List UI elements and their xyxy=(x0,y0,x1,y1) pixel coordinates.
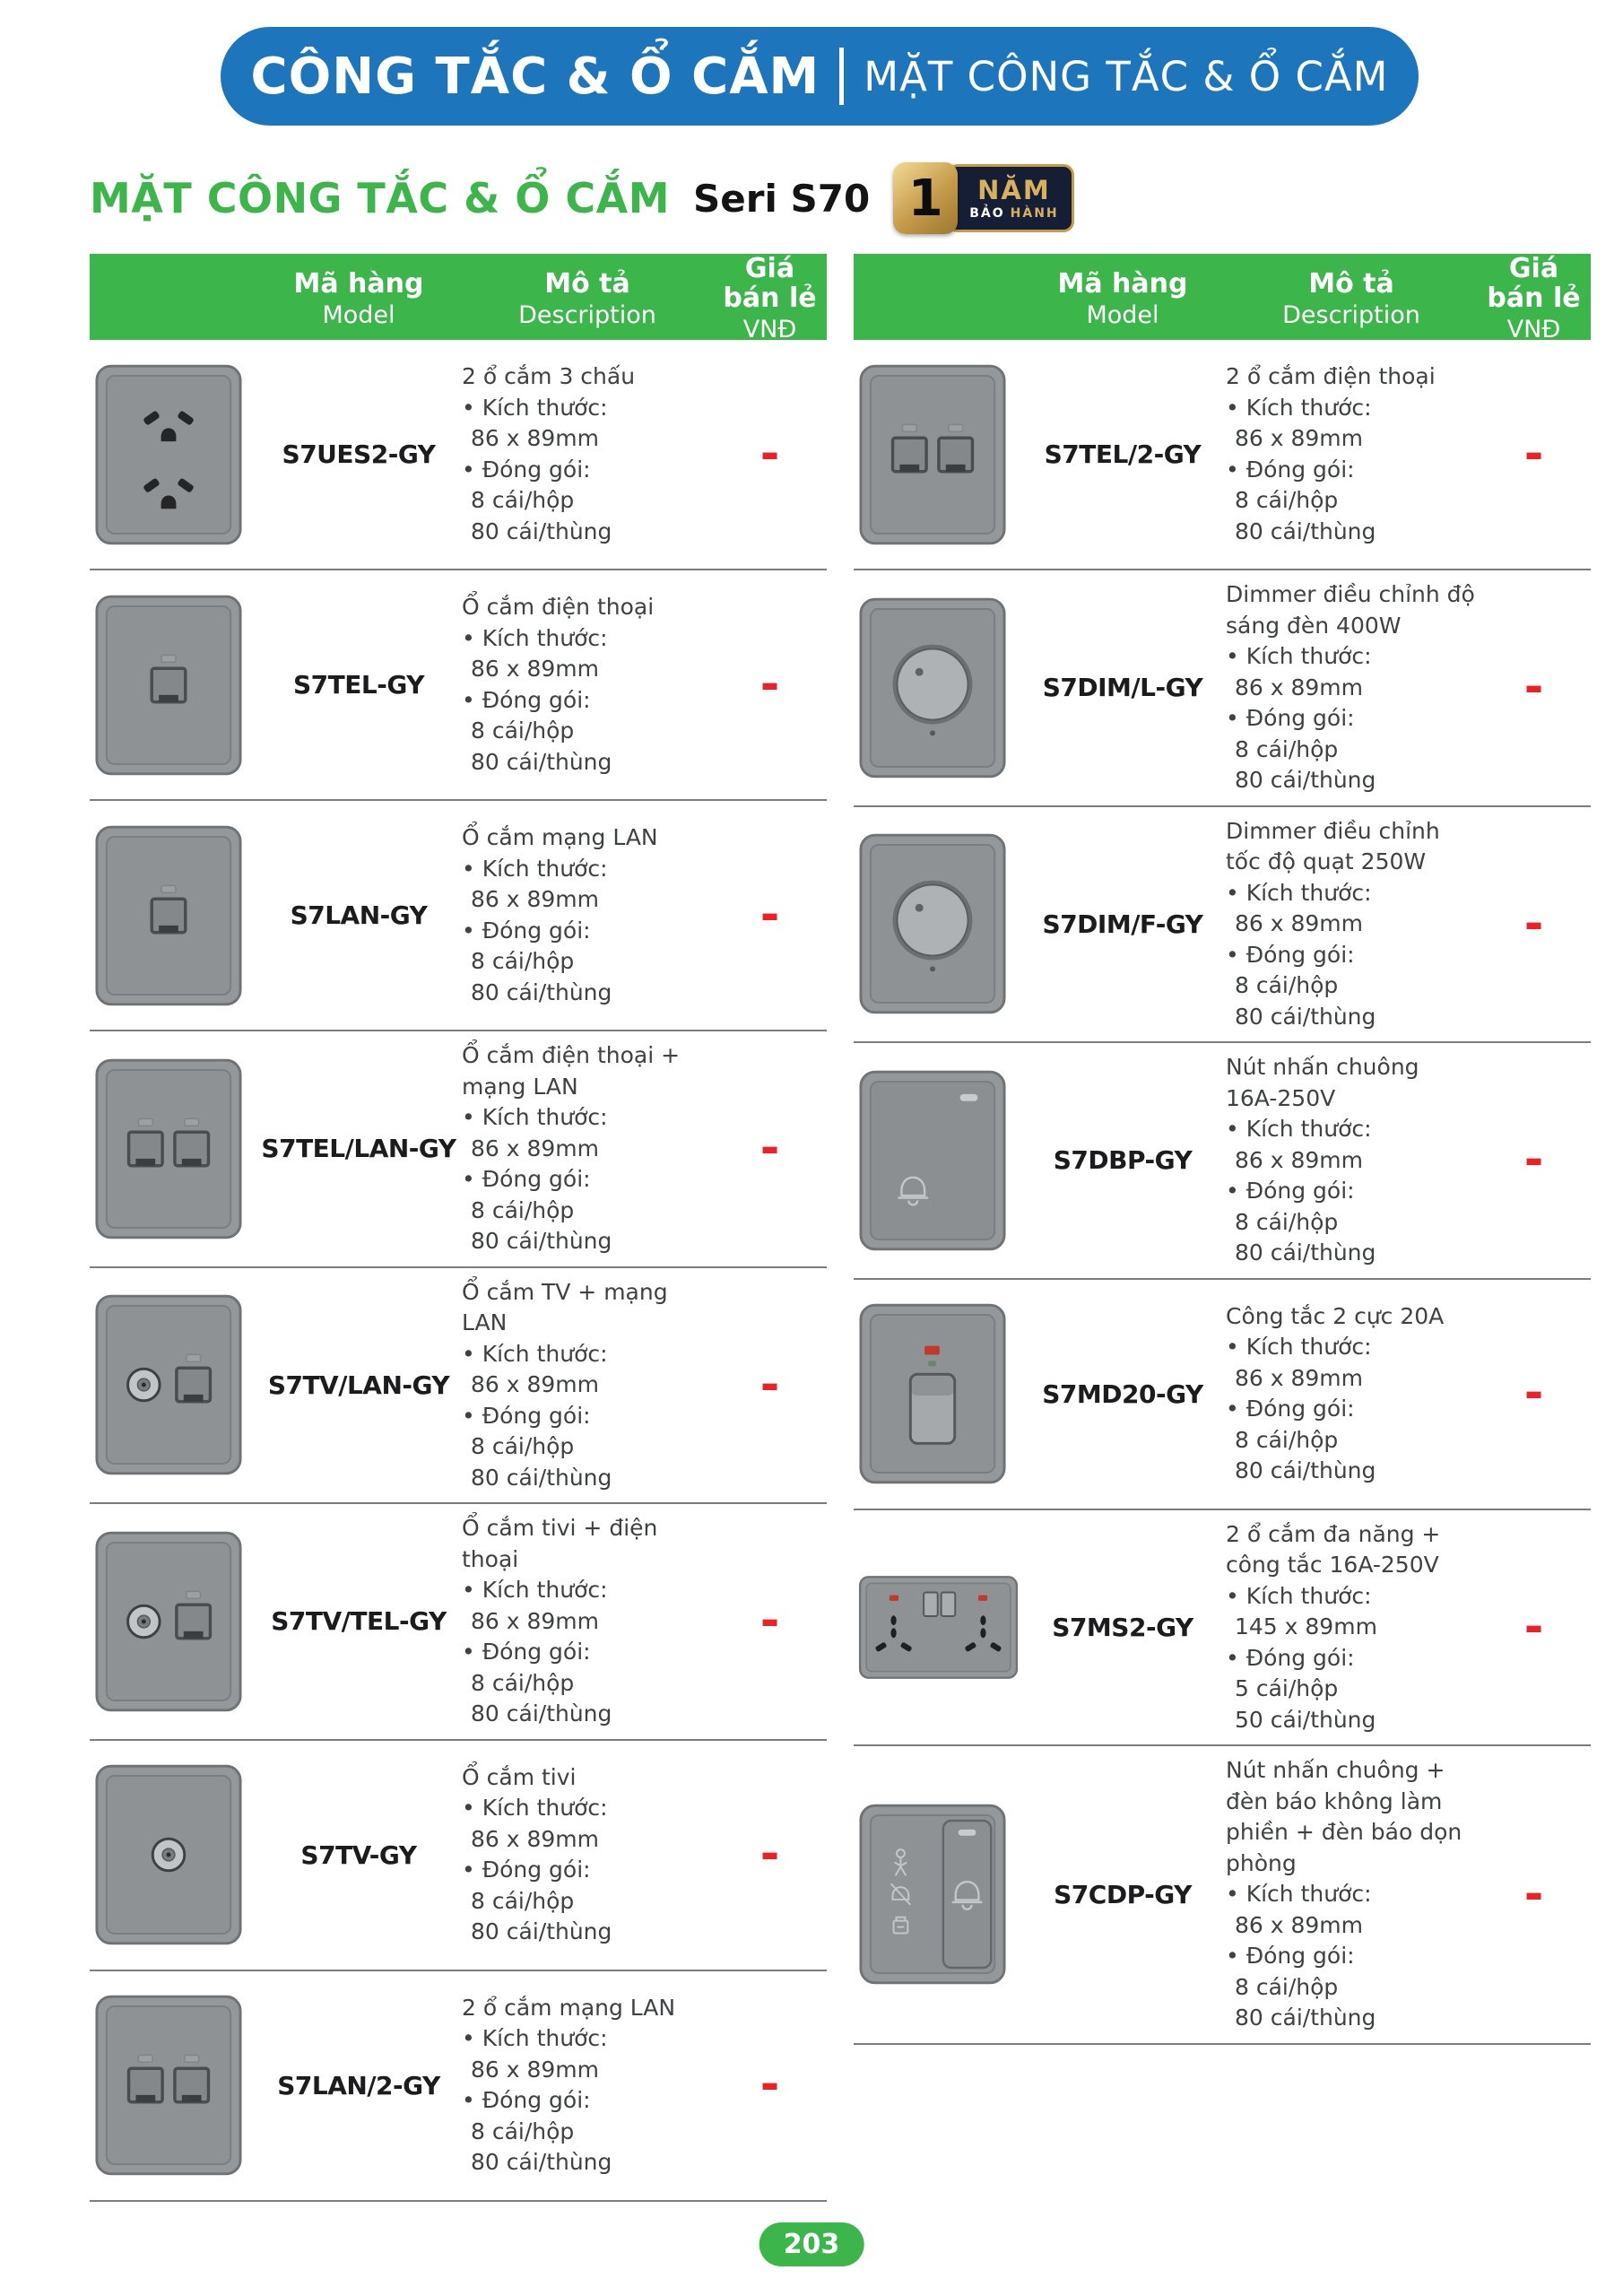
banner-title: CÔNG TẮC & Ổ CẮM xyxy=(250,47,820,106)
product-description xyxy=(462,1040,713,1257)
product-name: 2 ổ cắm mạng LAN xyxy=(462,1994,676,2021)
size-value: 86 x 89mm xyxy=(1235,674,1364,700)
product-model: S7DBP-GY xyxy=(1053,1145,1193,1176)
warranty-box xyxy=(947,164,1073,232)
product-row xyxy=(854,570,1591,807)
packing-value: 8 cái/hộp xyxy=(1235,735,1339,762)
packing-value: 8 cái/hộp xyxy=(471,1887,575,1914)
section-title: MẶT CÔNG TẮC & Ổ CẮM xyxy=(90,174,671,222)
packing-label: • Đóng gói: xyxy=(1226,1394,1477,1425)
size-label: • Kích thước: xyxy=(462,1102,713,1134)
product-row xyxy=(854,807,1591,1044)
series-label: Seri S70 xyxy=(693,176,871,221)
header-model: Mã hàng Model xyxy=(1057,267,1188,329)
size-label: • Kích thước: xyxy=(1226,1114,1477,1145)
packing-value: 8 cái/hộp xyxy=(471,718,575,744)
table-body-right xyxy=(854,340,1591,2045)
product-model: S7LAN-GY xyxy=(290,900,428,930)
packing-value: 80 cái/thùng xyxy=(471,748,612,775)
packing-value: 8 cái/hộp xyxy=(1235,1973,1339,2000)
packing-label: • Đóng gói: xyxy=(462,1401,713,1432)
packing-value: 80 cái/thùng xyxy=(471,1918,612,1944)
product-price: - xyxy=(759,1827,780,1882)
product-row xyxy=(90,1031,827,1268)
packing-value: 8 cái/hộp xyxy=(471,1669,575,1696)
product-name: Ổ cắm mạng LAN xyxy=(462,824,658,850)
size-value: 86 x 89mm xyxy=(471,425,600,451)
packing-value: 80 cái/thùng xyxy=(1235,1003,1376,1030)
packing-value: 8 cái/hộp xyxy=(1235,972,1339,998)
table-header xyxy=(854,253,1591,344)
dimmer-knob-image xyxy=(854,596,1020,780)
packing-value: 80 cái/thùng xyxy=(471,978,612,1005)
header-model: Mã hàng Model xyxy=(293,267,424,329)
product-description xyxy=(462,592,713,778)
size-label: • Kích thước: xyxy=(1226,878,1477,909)
doorbell-dial-image xyxy=(854,831,1020,1016)
product-name: Ổ cắm tivi xyxy=(462,1763,577,1790)
product-row xyxy=(854,340,1591,570)
product-row xyxy=(854,1510,1591,1747)
packing-label: • Đóng gói: xyxy=(462,455,713,486)
product-price: - xyxy=(1523,1599,1544,1654)
size-value: 86 x 89mm xyxy=(1235,910,1364,936)
header-price: Giá bán lẻ VNĐ xyxy=(723,253,817,344)
product-name: Ổ cắm TV + mạng LAN xyxy=(462,1278,668,1335)
packing-value: 80 cái/thùng xyxy=(1235,1457,1376,1483)
product-name: Dimmer điều chỉnh độ sáng đèn 400W xyxy=(1226,581,1475,639)
packing-label: • Đóng gói: xyxy=(1226,1176,1477,1207)
product-price: - xyxy=(759,1594,780,1648)
header-banner xyxy=(221,27,1419,126)
product-row xyxy=(854,1746,1591,2045)
size-label: • Kích thước: xyxy=(462,623,713,655)
product-row xyxy=(854,1280,1591,1510)
packing-value: 50 cái/thùng xyxy=(1235,1706,1376,1733)
size-value: 86 x 89mm xyxy=(471,1825,600,1852)
product-description xyxy=(1226,1052,1477,1269)
jack-single-image xyxy=(90,593,256,778)
product-model: S7TEL/2-GY xyxy=(1044,439,1202,469)
product-name: Ổ cắm tivi + điện thoại xyxy=(462,1515,658,1572)
packing-value: 80 cái/thùng xyxy=(471,2149,612,2175)
product-description xyxy=(1226,816,1477,1033)
product-description xyxy=(462,361,713,547)
warranty-label: BẢO HÀNH xyxy=(969,205,1059,221)
product-description xyxy=(462,822,713,1008)
size-label: • Kích thước: xyxy=(462,393,713,424)
packing-value: 8 cái/hộp xyxy=(471,1196,575,1223)
product-description xyxy=(1226,1755,1477,2034)
product-row xyxy=(854,1043,1591,1280)
chime-dnd-panel-image xyxy=(854,1802,1020,1987)
switch-20a-led-image xyxy=(854,1301,1020,1486)
product-description xyxy=(462,1277,713,1494)
header-description: Mô tả Description xyxy=(1282,267,1420,329)
product-row xyxy=(90,1741,827,1971)
product-model: S7TV/TEL-GY xyxy=(271,1606,447,1637)
product-price: - xyxy=(759,1121,780,1176)
product-description xyxy=(1226,1519,1477,1736)
tv-and-jack-image xyxy=(90,1529,256,1714)
table-body-left xyxy=(90,340,827,2202)
product-model: S7TV/LAN-GY xyxy=(267,1370,450,1400)
product-row xyxy=(90,340,827,570)
packing-value: 80 cái/thùng xyxy=(471,1464,612,1491)
product-price: - xyxy=(759,887,780,942)
packing-value: 80 cái/thùng xyxy=(1235,767,1376,793)
jack-single-image xyxy=(90,823,256,1008)
packing-value: 8 cái/hộp xyxy=(471,1433,575,1459)
product-price: - xyxy=(759,1357,780,1412)
packing-value: 80 cái/thùng xyxy=(471,1700,612,1726)
product-name: 2 ổ cắm điện thoại xyxy=(1226,363,1436,389)
product-name: Ổ cắm điện thoại xyxy=(462,594,655,620)
size-label: • Kích thước: xyxy=(1226,1581,1477,1613)
product-description xyxy=(1226,1301,1477,1487)
product-description xyxy=(1226,579,1477,796)
packing-value: 80 cái/thùng xyxy=(1235,2005,1376,2031)
product-name: Nút nhấn chuông 16A-250V xyxy=(1226,1054,1419,1111)
size-value: 86 x 89mm xyxy=(471,1371,600,1397)
product-model: S7MS2-GY xyxy=(1052,1612,1193,1642)
product-description xyxy=(462,1513,713,1730)
product-name: Nút nhấn chuông + đèn báo không làm phiền + đèn báo dọn phòng xyxy=(1226,1757,1462,1876)
socket-2gang-3pin-image xyxy=(90,362,256,547)
packing-value: 80 cái/thùng xyxy=(1235,1239,1376,1265)
size-value: 86 x 89mm xyxy=(1235,1364,1364,1391)
packing-value: 80 cái/thùng xyxy=(471,1228,612,1254)
warranty-unit: NĂM xyxy=(977,174,1051,205)
product-description xyxy=(1226,361,1477,547)
product-price: - xyxy=(1523,1133,1544,1187)
size-value: 86 x 89mm xyxy=(471,886,600,912)
size-value: 86 x 89mm xyxy=(1235,425,1364,451)
banner-subtitle: MẶT CÔNG TẮC & Ổ CẮM xyxy=(864,52,1389,100)
product-price: - xyxy=(1523,660,1544,715)
packing-value: 8 cái/hộp xyxy=(471,948,575,974)
size-label: • Kích thước: xyxy=(1226,1879,1477,1910)
packing-label: • Đóng gói: xyxy=(462,1164,713,1196)
header-description: Mô tả Description xyxy=(518,267,656,329)
size-label: • Kích thước: xyxy=(462,2023,713,2055)
product-description xyxy=(462,1762,713,1948)
packing-label: • Đóng gói: xyxy=(462,685,713,717)
product-row xyxy=(90,1971,827,2202)
packing-label: • Đóng gói: xyxy=(462,916,713,947)
packing-label: • Đóng gói: xyxy=(1226,940,1477,971)
product-description xyxy=(462,1993,713,2179)
jack-double-image xyxy=(90,1993,256,2178)
size-value: 145 x 89mm xyxy=(1235,1613,1377,1639)
section-header xyxy=(90,158,1074,239)
tv-single-image xyxy=(90,1762,256,1947)
packing-value: 80 cái/thùng xyxy=(471,517,612,544)
product-table-right xyxy=(854,254,1591,2045)
packing-label: • Đóng gói: xyxy=(462,2085,713,2117)
size-value: 86 x 89mm xyxy=(1235,1911,1364,1938)
product-price: - xyxy=(1523,896,1544,951)
product-row xyxy=(90,1268,827,1505)
jack-double-image xyxy=(854,362,1020,547)
product-model: S7CDP-GY xyxy=(1054,1879,1192,1909)
product-price: - xyxy=(759,2057,780,2112)
packing-value: 8 cái/hộp xyxy=(1235,1208,1339,1235)
packing-value: 5 cái/hộp xyxy=(1235,1675,1339,1701)
table-header xyxy=(90,253,827,344)
packing-label: • Đóng gói: xyxy=(1226,703,1477,735)
size-label: • Kích thước: xyxy=(1226,393,1477,424)
product-row xyxy=(90,1504,827,1741)
size-value: 86 x 89mm xyxy=(1235,1146,1364,1173)
packing-value: 8 cái/hộp xyxy=(1235,487,1339,513)
size-value: 86 x 89mm xyxy=(471,1607,600,1634)
size-label: • Kích thước: xyxy=(462,1793,713,1824)
product-model: S7DIM/L-GY xyxy=(1042,673,1203,703)
product-model: S7TV-GY xyxy=(300,1839,417,1870)
size-value: 86 x 89mm xyxy=(471,1135,600,1161)
packing-value: 8 cái/hộp xyxy=(471,2118,575,2144)
product-name: 2 ổ cắm 3 chấu xyxy=(462,363,636,389)
packing-value: 8 cái/hộp xyxy=(1235,1426,1339,1453)
packing-label: • Đóng gói: xyxy=(1226,1941,1477,1972)
product-name: Ổ cắm điện thoại + mạng LAN xyxy=(462,1042,681,1100)
size-label: • Kích thước: xyxy=(1226,641,1477,673)
product-name: Dimmer điều chỉnh tốc độ quạt 250W xyxy=(1226,817,1440,874)
banner-divider xyxy=(839,48,844,105)
product-model: S7LAN/2-GY xyxy=(277,2070,440,2100)
size-label: • Kích thước: xyxy=(1226,1332,1477,1363)
size-label: • Kích thước: xyxy=(462,1575,713,1606)
product-row xyxy=(90,570,827,801)
warranty-years: 1 xyxy=(893,162,958,234)
packing-label: • Đóng gói: xyxy=(1226,1643,1477,1674)
product-row xyxy=(90,801,827,1031)
packing-value: 8 cái/hộp xyxy=(471,487,575,513)
doorbell-button-image xyxy=(854,1068,1020,1253)
product-name: 2 ổ cắm đa năng + công tắc 16A-250V xyxy=(1226,1520,1441,1578)
multisocket-wide-image xyxy=(854,1564,1020,1691)
size-label: • Kích thước: xyxy=(462,1339,713,1370)
product-price: - xyxy=(1523,1366,1544,1421)
tv-and-jack-image xyxy=(90,1292,256,1477)
packing-label: • Đóng gói: xyxy=(462,1637,713,1668)
product-price: - xyxy=(1523,426,1544,481)
packing-label: • Đóng gói: xyxy=(1226,455,1477,486)
packing-value: 80 cái/thùng xyxy=(1235,517,1376,544)
product-model: S7UES2-GY xyxy=(282,439,436,469)
packing-label: • Đóng gói: xyxy=(462,1855,713,1886)
product-name: Công tắc 2 cực 20A xyxy=(1226,1302,1445,1329)
page-number-badge: 203 xyxy=(759,2222,864,2266)
size-value: 86 x 89mm xyxy=(471,656,600,682)
product-model: S7MD20-GY xyxy=(1042,1378,1203,1409)
product-model: S7TEL/LAN-GY xyxy=(261,1134,456,1164)
jack-double-image xyxy=(90,1057,256,1241)
product-price: - xyxy=(759,657,780,711)
size-label: • Kích thước: xyxy=(462,854,713,885)
warranty-badge xyxy=(893,162,1073,234)
product-model: S7TEL-GY xyxy=(293,670,424,700)
product-model: S7DIM/F-GY xyxy=(1042,909,1203,939)
product-price: - xyxy=(1523,1866,1544,1921)
product-table-left xyxy=(90,254,827,2202)
header-price: Giá bán lẻ VNĐ xyxy=(1487,253,1581,344)
size-value: 86 x 89mm xyxy=(471,2056,600,2083)
product-price: - xyxy=(759,426,780,481)
